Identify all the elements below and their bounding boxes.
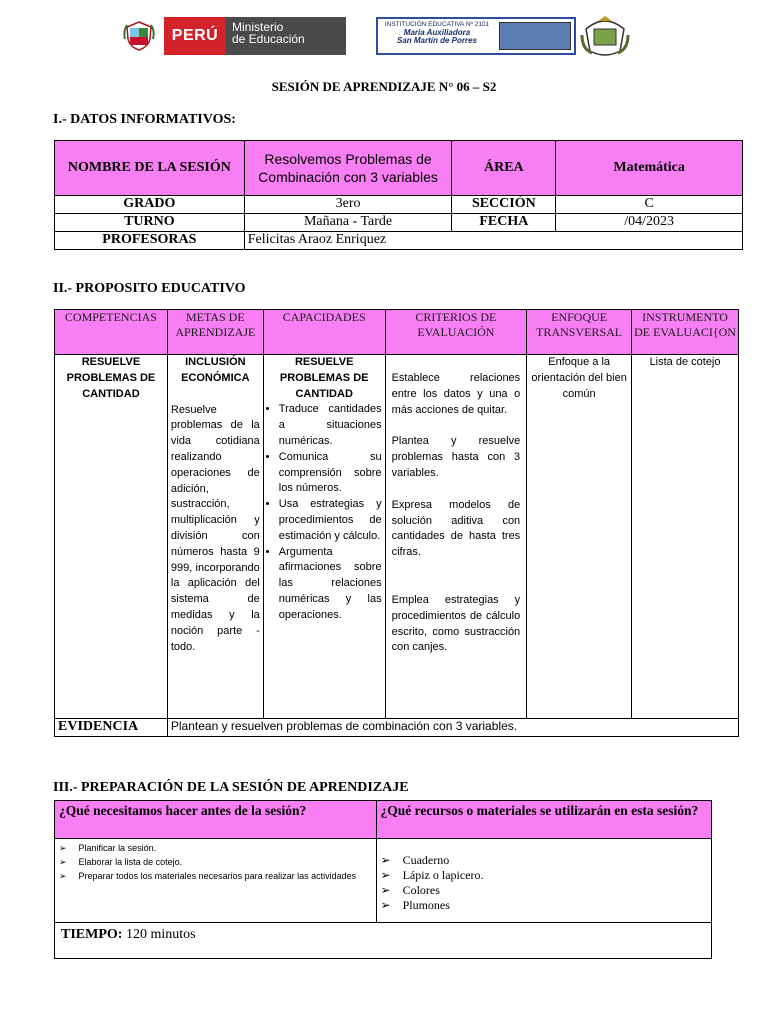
list-item: • Argumenta afirmaciones sobre las relaciones numéricas y las operaciones. [279, 545, 382, 624]
section3-heading: III.- PREPARACIÓN DE LA SESIÓN DE APRENDIZAJE [53, 780, 409, 795]
turno-value: Mañana - Tarde [244, 214, 452, 232]
antes-cell [55, 839, 377, 923]
list-item: ➢ Cuaderno [381, 853, 708, 868]
document-title: SESIÓN DE APRENDIZAJE N° 06 – S2 [271, 79, 497, 94]
list-item: ➢ Planificar la sesión. [59, 841, 372, 855]
capacidades-cell [263, 355, 385, 719]
fecha-label: FECHA [452, 214, 556, 232]
area-label: ÁREA [452, 141, 556, 196]
header-competencias: COMPETENCIAS [55, 310, 168, 355]
list-item: • Usa estrategias y procedimientos de estimación y cálculo. [279, 497, 382, 544]
capacidad-title: RESUELVE PROBLEMAS DE CANTIDAD [279, 356, 369, 400]
school-banner [376, 17, 576, 55]
meta-title: INCLUSIÓN ECONÓMICA [181, 356, 250, 384]
criterio-item: Plantea y resuelve problemas hasta con 3 variables. [391, 435, 521, 479]
list-item: ➢ Plumones [381, 898, 708, 913]
fecha-value: /04/2023 [556, 214, 743, 232]
datos-informativos-table [54, 140, 743, 250]
list-item: ➢ Elaborar la lista de cotejo. [59, 855, 372, 869]
recursos-cell [376, 839, 712, 923]
school-line1: INSTITUCIÓN EDUCATIVA Nº 2101 [384, 21, 490, 28]
section1-heading: I.- DATOS INFORMATIVOS: [53, 112, 236, 127]
area-value: Matemática [556, 141, 743, 196]
criterio-item: Expresa modelos de solución aditiva con cantidades de hasta tres cifras. [391, 498, 521, 559]
tiempo-cell [55, 923, 712, 959]
recursos-list [381, 853, 708, 913]
list-item: • Traduce cantidades a situaciones numéricas. [279, 402, 382, 449]
school-name: Maria Auxiliadora [403, 28, 471, 37]
antes-list [59, 841, 372, 883]
minedu-logo [114, 17, 346, 55]
section2-heading: II.- PROPOSITO EDUCATIVO [53, 281, 246, 296]
school-text [378, 19, 496, 53]
profesoras-value: Felicitas Araoz Enriquez [244, 232, 742, 250]
turno-label: TURNO [55, 214, 245, 232]
criterios-cell [385, 355, 527, 719]
grado-label: GRADO [55, 196, 245, 214]
school-crest-icon [580, 15, 630, 57]
competencia-cell: RESUELVE PROBLEMAS DE CANTIDAD [55, 355, 168, 719]
grado-value: 3ero [244, 196, 452, 214]
preparacion-table [54, 800, 712, 959]
criterio-item: Emplea estrategias y procedimientos de cálculo escrito, como sustracción con canjes. [391, 593, 521, 654]
header-criterios: CRITERIOS DE EVALUACIÓN [385, 310, 527, 355]
capacidades-list [267, 402, 382, 623]
nombre-label: NOMBRE DE LA SESIÓN [55, 141, 245, 196]
ministerio-line2: de Educación [232, 32, 305, 46]
peru-coat-of-arms-icon [114, 17, 164, 55]
enfoque-cell: Enfoque a la orientación del bien común [527, 355, 632, 719]
nombre-value: Resolvemos Problemas de Combinación con 3 variables [244, 141, 452, 196]
antes-header: ¿Qué necesitamos hacer antes de la sesión? [55, 801, 377, 839]
list-item: ➢ Colores [381, 883, 708, 898]
peru-label: PERÚ [164, 17, 226, 55]
profesoras-label: PROFESORAS [55, 232, 245, 250]
metas-cell [167, 355, 263, 719]
list-item: ➢ Preparar todos los materiales necesarios para realizar las actividades [59, 871, 357, 881]
header-capacidades: CAPACIDADES [263, 310, 385, 355]
ministerio-label [226, 17, 346, 55]
meta-text: Resuelve problemas de la vida cotidiana realizando operaciones de adición, sustracción, multiplicación y división con números hasta 9 999, incorporando la aplicación del sistema de medidas y la noción parte - todo. [170, 403, 260, 653]
school-building-icon [499, 22, 571, 50]
tiempo-value: 120 minutos [125, 927, 196, 942]
evidencia-label: EVIDENCIA [55, 719, 168, 737]
seccion-label: SECCIÓN [452, 196, 556, 214]
school-place: San Martín de Porres [396, 36, 478, 45]
list-item: ➢ Lápiz o lapicero. [381, 868, 708, 883]
tiempo-label: TIEMPO: [61, 927, 123, 942]
seccion-value: C [556, 196, 743, 214]
recursos-header: ¿Qué recursos o materiales se utilizarán en esta sesión? [376, 801, 712, 839]
header-instrumento: INSTRUMENTO DE EVALUACI{ON [632, 310, 739, 355]
proposito-table [54, 309, 739, 737]
list-item: • Comunica su comprensión sobre los números. [279, 450, 382, 497]
ministerio-line1: Ministerio [232, 20, 284, 34]
instrumento-cell: Lista de cotejo [632, 355, 739, 719]
criterio-item: Establece relaciones entre los datos y una o más acciones de quitar. [391, 372, 521, 416]
header-enfoque: ENFOQUE TRANSVERSAL [527, 310, 632, 355]
evidencia-value: Plantean y resuelven problemas de combinación con 3 variables. [167, 719, 738, 737]
header-metas: METAS DE APRENDIZAJE [167, 310, 263, 355]
